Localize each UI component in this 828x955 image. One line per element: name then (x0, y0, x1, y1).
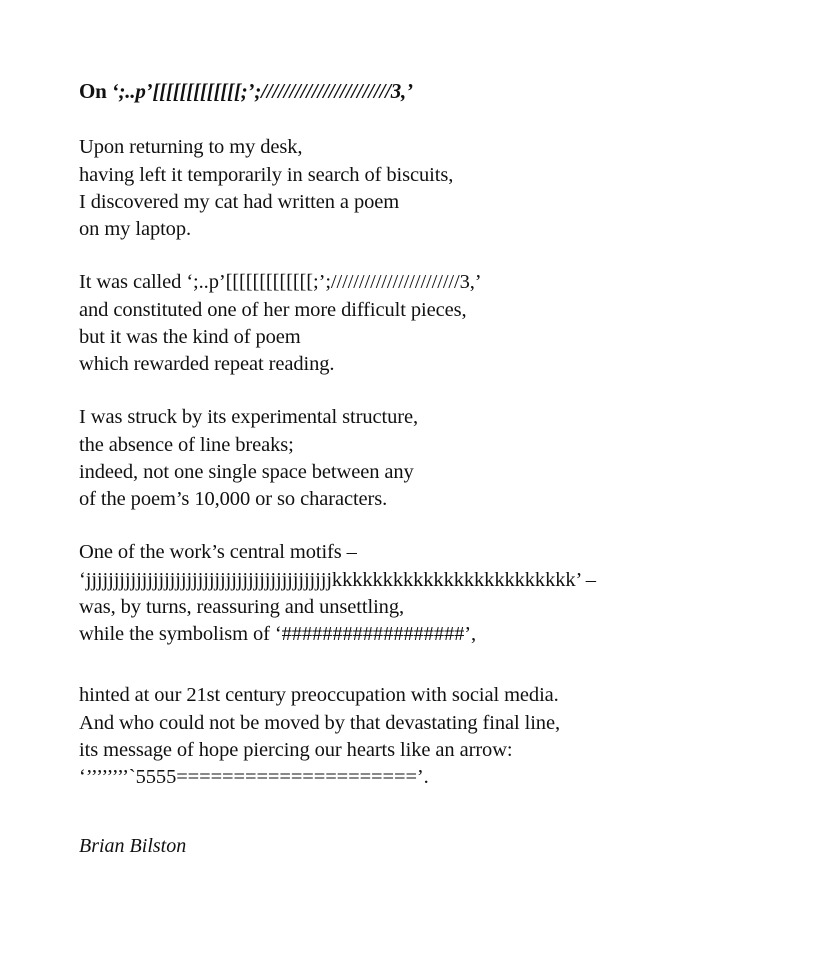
stanza-3 (79, 404, 768, 513)
poem-line: its message of hope piercing our hearts like an arrow: (79, 738, 513, 761)
stanza-spacer (79, 674, 768, 682)
author-name: Brian Bilston (79, 835, 187, 858)
poem-line: but it was the kind of poem (79, 325, 301, 348)
poem-line: was, by turns, reassuring and unsettling, (79, 595, 404, 618)
stanza-2 (79, 269, 768, 378)
stanza-1 (79, 134, 768, 243)
poem-line: And who could not be moved by that devastating final line, (79, 711, 560, 734)
poem-line: the absence of line breaks; (79, 433, 294, 456)
poem-line: while the symbolism of ‘##################’, (79, 623, 477, 645)
poem-line: I discovered my cat had written a poem (79, 190, 400, 213)
poem-line: One of the work’s central motifs – (79, 541, 357, 564)
poem-line: on my laptop. (79, 218, 192, 240)
poem-line: hinted at our 21st century preoccupation with social media. (79, 684, 559, 707)
poem-line: which rewarded repeat reading. (79, 353, 335, 375)
poem-line: ‘’’’’’’’’`5555=====================’. (79, 766, 429, 788)
stanza-4 (79, 539, 768, 648)
poem-line: It was called ‘;..p’[[[[[[[[[[[[[;’;///////////////////////3,’ (79, 271, 482, 294)
page-title-work: ‘;..p’[[[[[[[[[[[[[;’;///////////////////////3,’ (111, 79, 413, 103)
page-title-prefix: On (79, 79, 112, 103)
poem-line: and constituted one of her more difficult pieces, (79, 298, 467, 321)
poem-line: indeed, not one single space between any (79, 460, 414, 483)
page-title (79, 78, 768, 104)
poem-line: of the poem’s 10,000 or so characters. (79, 488, 388, 510)
poem-line: I was struck by its experimental structure, (79, 406, 418, 429)
stanza-5 (79, 682, 768, 791)
poem-line: Upon returning to my desk, (79, 136, 303, 159)
poem-line: ‘jjjjjjjjjjjjjjjjjjjjjjjjjjjjjjjjjjjjjjjjjjjjkkkkkkkkkkkkkkkkkkkkkkkk’ – (79, 568, 596, 591)
poem-line: having left it temporarily in search of biscuits, (79, 163, 454, 186)
